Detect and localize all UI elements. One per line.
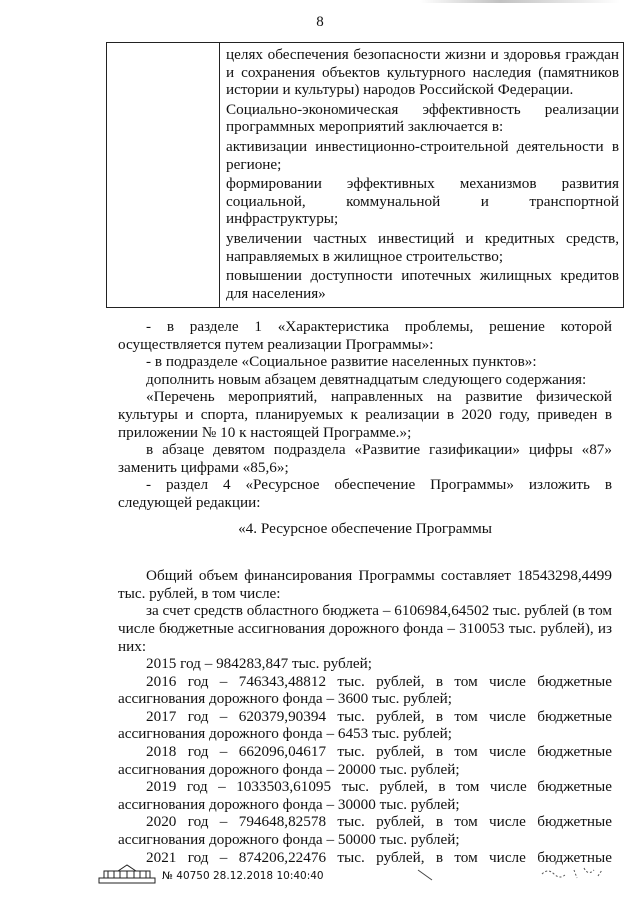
page-number: 8: [316, 14, 324, 30]
scan-mark-icon: [538, 864, 608, 884]
year-line: 2016 год – 746343,48812 тыс. рублей, в том числе бюджетные ассигнования дорожного фонда – 3600 тыс. рублей;: [118, 672, 612, 708]
continuation-table: [106, 42, 624, 308]
paragraph: - раздел 4 «Ресурсное обеспечение Программы» изложить в следующей редакции:: [118, 476, 612, 511]
paragraph: - в разделе 1 «Характеристика проблемы, решение которой осуществляется путем реализации Программы»:: [118, 318, 612, 353]
year-line: 2015 год – 984283,847 тыс. рублей;: [146, 655, 373, 673]
year-line: 2018 год – 662096,04617 тыс. рублей, в том числе бюджетные ассигнования дорожного фонда – 20000 тыс. рублей;: [118, 743, 612, 778]
paragraph: за счет средств областного бюджета – 6106984,64502 тыс. рублей (в том числе бюджетные ассигнования дорожного фонда – 310053 тыс. рублей), из них:: [118, 602, 612, 655]
document-registration-id: № 40750 28.12.2018 10:40:40: [162, 870, 324, 882]
year-line: 2021 год – 874206,22476 тыс. рублей, в том числе бюджетные: [146, 848, 612, 866]
year-line: 2017 год – 620379,90394 тыс. рублей, в том числе бюджетные ассигнования дорожного фонда – 6453 тыс. рублей;: [118, 707, 612, 743]
cell-paragraph: повышении доступности ипотечных жилищных кредитов для населения»: [226, 267, 619, 302]
year-line: 2020 год – 794648,82578 тыс. рублей, в том числе бюджетные ассигнования дорожного фонда – 50000 тыс. рублей;: [118, 813, 612, 849]
paragraph: «Перечень мероприятий, направленных на развитие физической культуры и спорта, планируемых к реализации в 2020 году, приведен в приложении № 10 к настоящей Программе.»;: [118, 388, 612, 441]
cell-paragraph: активизации инвестиционно-строительной деятельности в регионе;: [226, 137, 619, 173]
paragraph: - в подразделе «Социальное развитие населенных пунктов»:: [146, 353, 537, 371]
table-text-cell: [220, 43, 624, 308]
cell-paragraph: Социально-экономическая эффективность реализации программных мероприятий заключается в:: [226, 100, 619, 136]
paragraph: дополнить новым абзацем девятнадцатым следующего содержания:: [146, 370, 587, 388]
document-body: [118, 318, 612, 866]
scan-mark-icon: [416, 868, 436, 882]
cell-paragraph: увеличении частных инвестиций и кредитных средств, направляемых в жилищное строительство;: [226, 229, 619, 265]
table-empty-cell: [107, 43, 220, 308]
section-heading: «4. Ресурсное обеспечение Программы: [238, 519, 492, 537]
year-line: 2019 год – 1033503,61095 тыс. рублей, в том числе бюджетные ассигнования дорожного фонда – 30000 тыс. рублей;: [118, 778, 612, 813]
cell-paragraph: целях обеспечения безопасности жизни и здоровья граждан и сохранения объектов культурного наследия (памятников истории и культуры) народов Российской Федерации.: [226, 46, 619, 99]
building-logo-icon: [98, 862, 156, 884]
paragraph: Общий объем финансирования Программы составляет 18543298,4499 тыс. рублей, в том числе:: [118, 567, 612, 602]
scan-artifact: [420, 0, 620, 3]
cell-paragraph: формировании эффективных механизмов развития социальной, коммунальной и транспортной инфраструктуры;: [226, 175, 619, 228]
paragraph: в абзаце девятом подраздела «Развитие газификации» цифры «87» заменить цифрами «85,6»;: [118, 441, 612, 476]
footer: [98, 862, 618, 892]
